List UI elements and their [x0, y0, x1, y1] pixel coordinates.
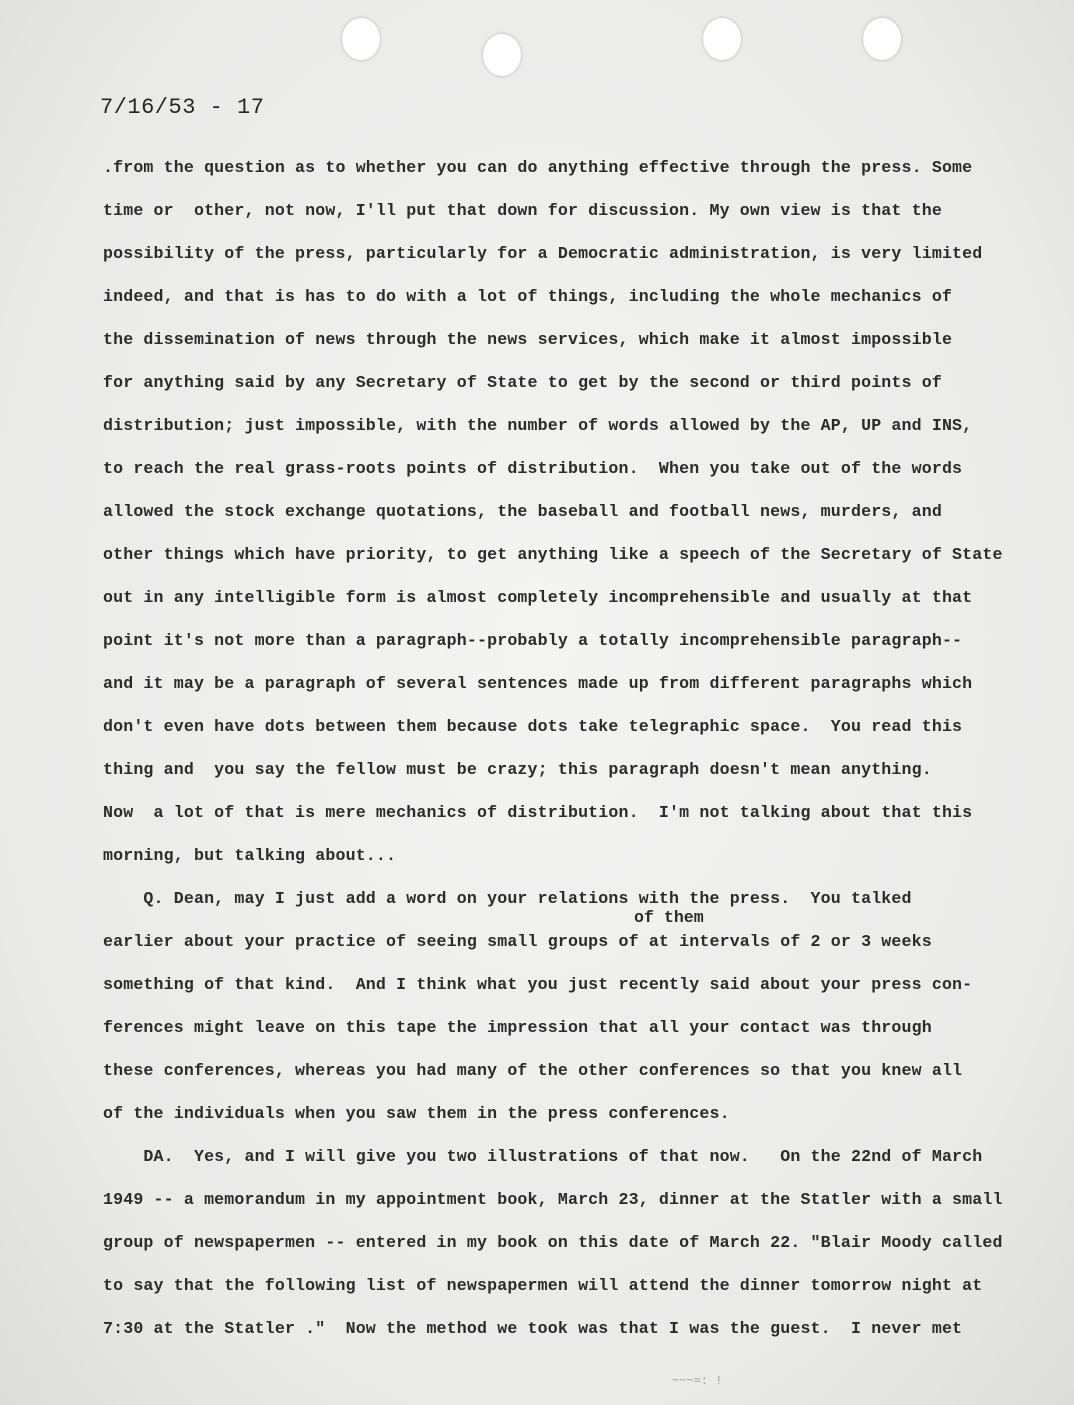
text-line: distribution; just impossible, with the number of words allowed by the AP, UP and INS, [103, 416, 973, 435]
handwritten-insert: of them [634, 908, 704, 927]
text-line: to reach the real grass-roots points of distribution. When you take out of the words [103, 459, 963, 478]
text-line: and it may be a paragraph of several sentences made up from different paragraphs which [103, 674, 973, 693]
text-line: indeed, and that is has to do with a lot of things, including the whole mechanics of [103, 287, 953, 306]
page-header: 7/16/53 - 17 [100, 95, 265, 120]
text-line: these conferences, whereas you had many of the other conferences so that you knew all [103, 1061, 963, 1080]
text-line: to say that the following list of newspapermen will attend the dinner tomorrow night at [103, 1276, 983, 1295]
punch-hole [863, 18, 901, 60]
text-line: 1949 -- a memorandum in my appointment book, March 23, dinner at the Statler with a small [103, 1190, 1003, 1209]
text-line: thing and you say the fellow must be crazy; this paragraph doesn't mean anything. [103, 760, 932, 779]
text-line: .from the question as to whether you can do anything effective through the press. Some [103, 158, 973, 177]
text-line: time or other, not now, I'll put that down for discussion. My own view is that the [103, 201, 942, 220]
text-line: the dissemination of news through the news services, which make it almost impossible [103, 330, 953, 349]
text-line: other things which have priority, to get anything like a speech of the Secretary of State [103, 545, 1003, 564]
text-line: possibility of the press, particularly for a Democratic administration, is very limited [103, 244, 983, 263]
ink-smudge: ~~~≈: ! [672, 1374, 723, 1388]
text-line: allowed the stock exchange quotations, the baseball and football news, murders, and [103, 502, 942, 521]
text-line: Q. Dean, may I just add a word on your relations with the press. You talked [103, 889, 912, 908]
text-line: earlier about your practice of seeing small groups of at intervals of 2 or 3 weeks [103, 932, 932, 951]
text-line: ferences might leave on this tape the impression that all your contact was through [103, 1018, 932, 1037]
text-line: of the individuals when you saw them in the press conferences. [103, 1104, 730, 1123]
text-line: Now a lot of that is mere mechanics of distribution. I'm not talking about that this [103, 803, 973, 822]
text-line: morning, but talking about... [103, 846, 397, 865]
text-line: point it's not more than a paragraph--probably a totally incomprehensible paragraph-- [103, 631, 963, 650]
punch-hole [483, 34, 521, 76]
text-line: something of that kind. And I think what you just recently said about your press con- [103, 975, 973, 994]
text-line: group of newspapermen -- entered in my book on this date of March 22. "Blair Moody called [103, 1233, 1003, 1252]
text-line: 7:30 at the Statler ." Now the method we took was that I was the guest. I never met [103, 1319, 963, 1338]
punch-hole [342, 18, 380, 60]
text-line: DA. Yes, and I will give you two illustrations of that now. On the 22nd of March [103, 1147, 983, 1166]
text-line: for anything said by any Secretary of State to get by the second or third points of [103, 373, 942, 392]
text-line: don't even have dots between them because dots take telegraphic space. You read this [103, 717, 963, 736]
text-line: out in any intelligible form is almost completely incomprehensible and usually at that [103, 588, 973, 607]
punch-hole [703, 18, 741, 60]
